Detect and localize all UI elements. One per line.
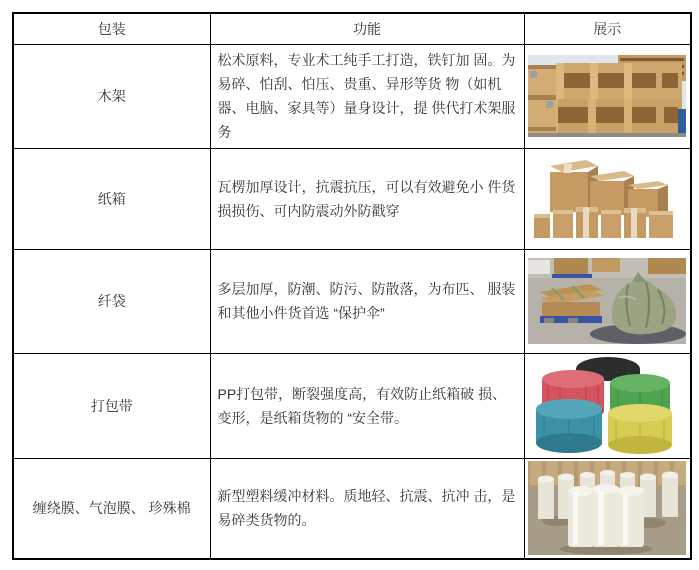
- display-photo-cell: [524, 44, 691, 148]
- table-row: [13, 148, 691, 249]
- column-header-display: 展示: [524, 13, 691, 44]
- function-desc-cell: 松术原料，专业术工纯手工打造，铁钉加 固。为易碎、怕刮、怕压、贵重、异形等货 物（如机器、电脑、家具等）量身设计，提 供代打术架服务: [210, 44, 524, 148]
- packaging-name-cell: 打包带: [13, 353, 210, 458]
- cardboard-boxes-photo: [528, 152, 686, 245]
- display-photo-cell: [524, 148, 691, 249]
- strapping-rolls-photo: [528, 357, 686, 454]
- column-header-function: 功能: [210, 13, 524, 44]
- stretch-film-rolls-photo: [528, 461, 686, 555]
- table-row: [13, 249, 691, 353]
- table-row: [13, 44, 691, 148]
- wooden-crates-photo: [528, 55, 686, 137]
- woven-bags-photo: [528, 258, 686, 344]
- display-photo-cell: [524, 458, 691, 559]
- packaging-name-cell: 纤袋: [13, 249, 210, 353]
- packaging-name-cell: 纸箱: [13, 148, 210, 249]
- display-photo-cell: [524, 249, 691, 353]
- packaging-table: [12, 12, 692, 560]
- display-photo-cell: [524, 353, 691, 458]
- function-desc-cell: PP打包带，断裂强度高，有效防止纸箱破 损、变形，是纸箱货物的 “安全带。: [210, 353, 524, 458]
- function-desc-cell: 多层加厚，防潮、防污、防散落，为布匹、 服装和其他小件货首选 “保护伞”: [210, 249, 524, 353]
- function-desc-cell: 新型塑料缓冲材料。质地轻、抗震、抗冲 击，是易碎类货物的。: [210, 458, 524, 559]
- table-row: [13, 458, 691, 559]
- header-row: [13, 13, 691, 44]
- packaging-name-cell: 木架: [13, 44, 210, 148]
- packaging-name-cell: 缠绕膜、气泡膜、 珍殊棉: [13, 458, 210, 559]
- table-row: [13, 353, 691, 458]
- function-desc-cell: 瓦楞加厚设计，抗震抗压，可以有效避免小 件货损损伤、可内防震动外防戳穿: [210, 148, 524, 249]
- column-header-packaging: 包装: [13, 13, 210, 44]
